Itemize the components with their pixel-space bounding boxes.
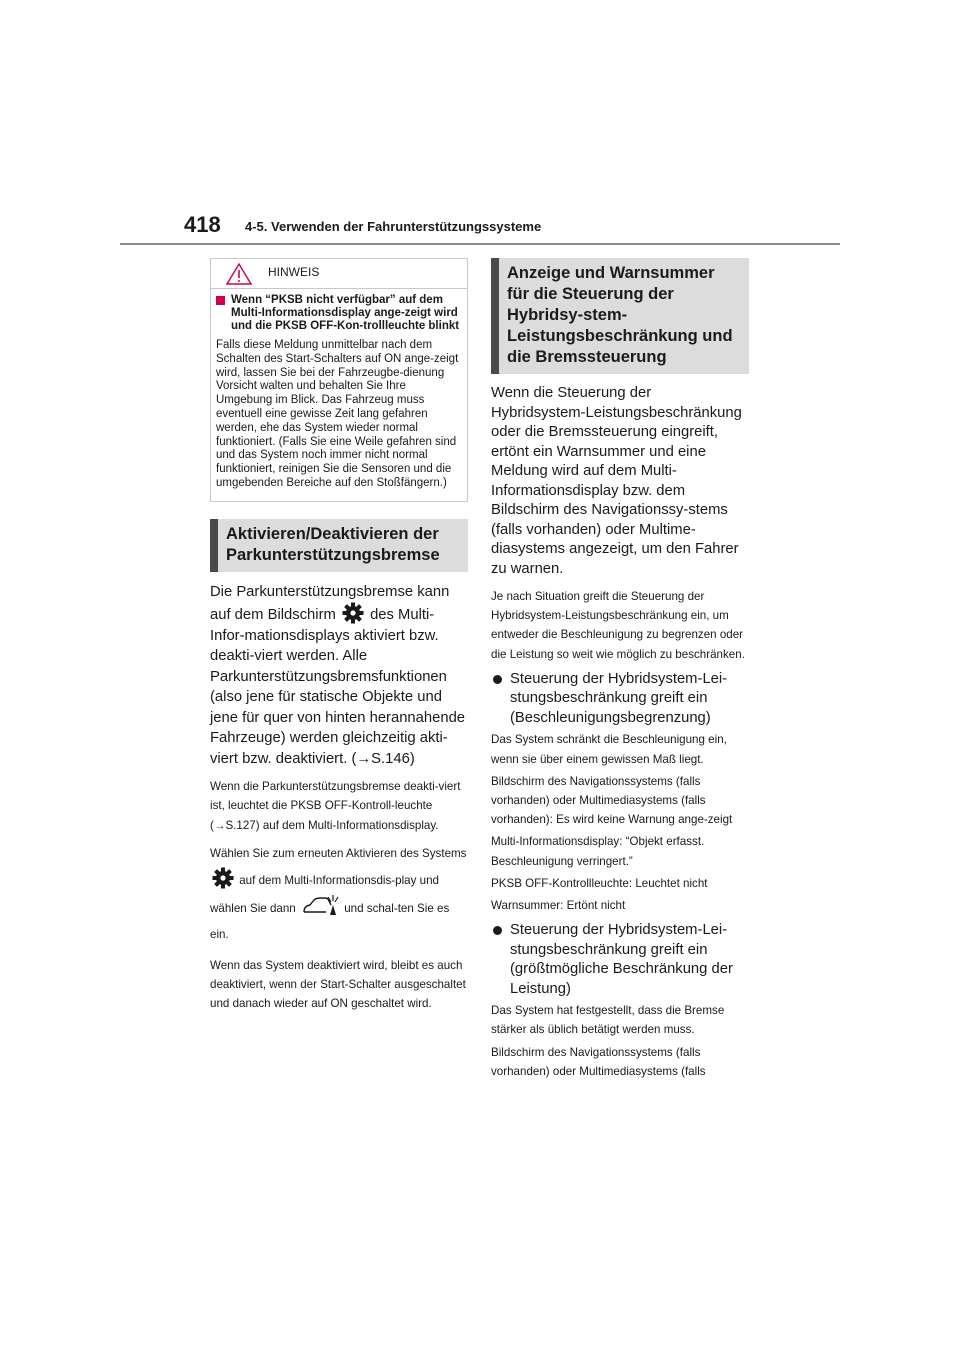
bullet-2-paragraph-2: Bildschirm des Navigationssystems (falls vorhanden) oder Multimediasystems (falls bbox=[491, 1045, 706, 1078]
bullet-acceleration-limit bbox=[491, 670, 749, 729]
left-p1-part-a: Die Parkunterstützungsbremse kann auf dem Bildschirm bbox=[210, 583, 450, 624]
left-paragraph-1 bbox=[210, 582, 468, 770]
left-column bbox=[210, 258, 468, 1013]
right-column bbox=[491, 258, 749, 1081]
heading-activate-parking-brake: Aktivieren/Deaktivieren der Parkunterstützungsbremse bbox=[210, 519, 468, 572]
bullet-max-power-limit bbox=[491, 921, 749, 999]
bullet-2-text: Steuerung der Hybridsystem-Lei-stungsbeschränkung greift ein (größtmögliche Beschränkung der Leistung) bbox=[510, 922, 733, 997]
notice-box bbox=[210, 258, 468, 502]
bullet-1-paragraph-4: PKSB OFF-Kontrollleuchte: Leuchtet nicht bbox=[491, 876, 708, 890]
gear-icon bbox=[212, 867, 234, 889]
left-paragraph-4: Wenn das System deaktiviert wird, bleibt es auch deaktiviert, wenn der Start-Schalter ausgeschaltet und danach wieder auf ON geschaltet wird. bbox=[210, 958, 466, 1011]
notice-title: HINWEIS bbox=[268, 265, 320, 279]
car-sensor-icon bbox=[301, 894, 339, 918]
notice-header bbox=[211, 259, 467, 289]
notice-subhead-text: Wenn “PKSB nicht verfügbar” auf dem Multi-Informationsdisplay ange-zeigt wird und die PKSB OFF-Kon-trollleuchte blinkt bbox=[231, 294, 460, 332]
left-p1-part-b: des Multi-Infor-mationsdisplays aktiviert bzw. deakti-viert werden. Alle Parkunterstützungsbremsfunktionen (also jene für statische Objekte und jene für quer von hinten herannahende Fahrzeuge) werden gleichzeitig akti-viert bzw. deaktiviert. (→S.146) bbox=[210, 607, 466, 767]
right-paragraph-1: Wenn die Steuerung der Hybridsystem-Leistungsbeschränkung oder die Bremssteuerung eingreift, ertönt ein Warnsummer und eine Meldung wird auf dem Multi-Informationsdisplay bzw. dem Bildschirm des Navigationssy-stems (falls vorhanden) oder Multime-diasystems angezeigt, um den Fahrer zu warnen. bbox=[491, 385, 742, 577]
page-number: 418 bbox=[184, 212, 221, 237]
left-p3-part-b: auf dem Multi-Informationsdis-play und wählen Sie dann bbox=[210, 873, 439, 915]
warning-icon bbox=[226, 263, 252, 285]
bullet-2-paragraph-1: Das System hat festgestellt, dass die Bremse stärker als üblich betätigt werden muss. bbox=[491, 1004, 725, 1037]
section-title: 4-5. Verwenden der Fahrunterstützungssysteme bbox=[245, 219, 542, 234]
right-paragraph-2: Je nach Situation greift die Steuerung der Hybridsystem-Leistungsbeschränkung ein, um entweder die Beschleunigung zu begrenzen oder die Leistung so weit wie möglich zu beschränken. bbox=[491, 590, 745, 661]
bullet-1-paragraph-1: Das System schränkt die Beschleunigung ein, wenn sie über einem gewissen Maß liegt. bbox=[491, 733, 727, 766]
gear-icon bbox=[342, 602, 364, 624]
left-paragraph-2: Wenn die Parkunterstützungsbremse deakti-viert ist, leuchtet die PKSB OFF-Kontroll-leuchte (→S.127) auf dem Multi-Informationsdisplay. bbox=[210, 780, 461, 832]
bullet-1-paragraph-2: Bildschirm des Navigationssystems (falls vorhanden) oder Multimediasystems (falls vorhanden): Es wird keine Warnung ange-zeigt bbox=[491, 774, 733, 827]
heading-display-and-buzzer: Anzeige und Warnsummer für die Steuerung der Hybridsy-stem-Leistungsbeschränkung und die Bremssteuerung bbox=[491, 258, 749, 374]
left-p3-part-c: und schal-ten Sie es ein. bbox=[210, 901, 450, 941]
bullet-1-paragraph-5: Warnsummer: Ertönt nicht bbox=[491, 898, 626, 912]
notice-text: Falls diese Meldung unmittelbar nach dem Schalten des Start-Schalters auf ON ange-zeigt wird, lassen Sie bei der Fahrzeugbe-dienung Vorsicht walten und behalten Sie Ihre Umgebung im Blick. Das Fahrzeug muss eventuell eine gewisse Zeit lang gefahren werden, ehe das System wieder normal funktioniert. (Falls Sie eine Weile gefahren sind und das System noch immer nicht normal funktioniert, reinigen Sie die Sensoren und die umgebenden Bereiche auf den Stoßfängern.) bbox=[216, 339, 459, 489]
bullet-dot-icon bbox=[493, 675, 502, 684]
left-p3-part-a: Wählen Sie zum erneuten Aktivieren des Systems bbox=[210, 846, 467, 860]
bullet-1-text: Steuerung der Hybridsystem-Lei-stungsbeschränkung greift ein (Beschleunigungsbegrenzung) bbox=[510, 670, 728, 726]
header-rule bbox=[120, 243, 840, 245]
bullet-dot-icon bbox=[493, 926, 502, 935]
left-paragraph-3 bbox=[210, 841, 468, 948]
square-bullet-icon bbox=[216, 296, 225, 305]
notice-subhead bbox=[215, 294, 461, 333]
bullet-1-paragraph-3: Multi-Informationsdisplay: “Objekt erfasst. Beschleunigung verringert.” bbox=[491, 835, 705, 868]
